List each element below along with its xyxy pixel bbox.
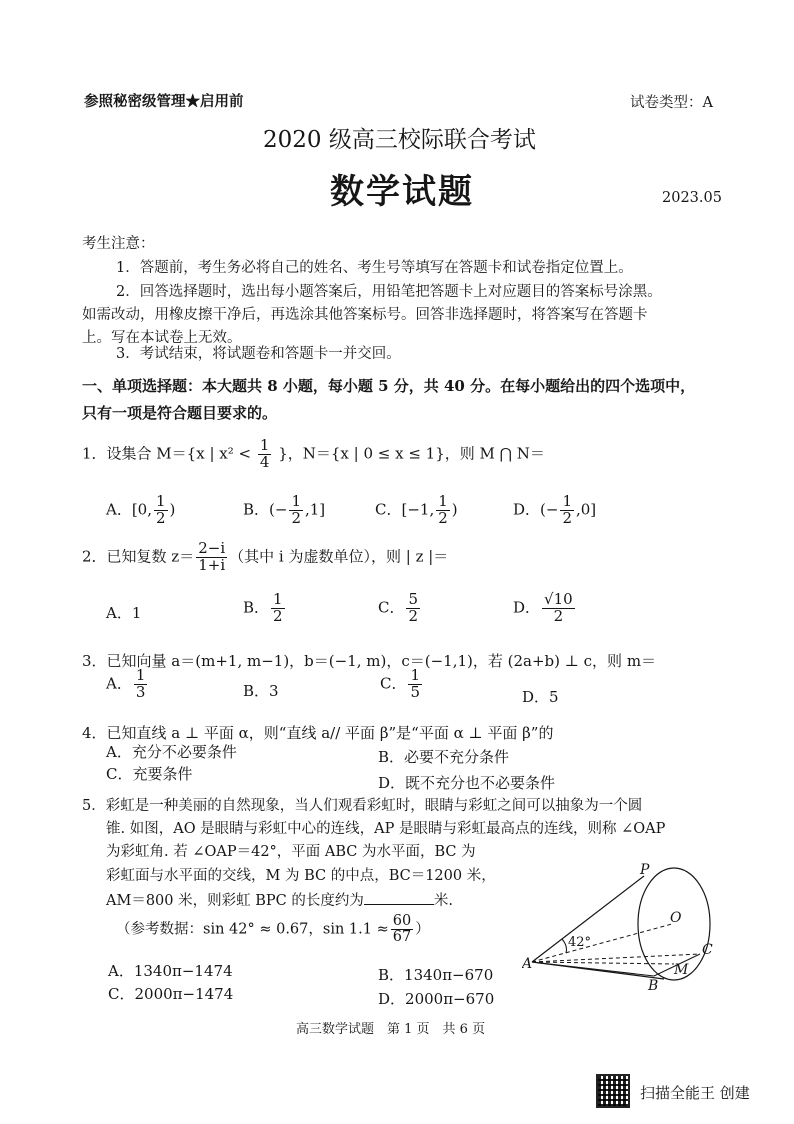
q4-option-d: D．既不充分也不必要条件: [378, 774, 556, 792]
q2-b-den: 2: [273, 606, 283, 625]
qr-code-icon: [596, 1074, 630, 1108]
question-5-line-5: [106, 889, 453, 910]
q4-option-b: B．必要不充分条件: [378, 748, 510, 766]
question-5-line-3: 为彩虹角. 若 ∠OAP＝42°，平面 ABC 为水平面，BC 为: [106, 844, 476, 860]
label-m: M: [674, 962, 689, 978]
question-1-stem: [82, 438, 545, 471]
q1-a-num: 1: [156, 492, 166, 510]
q2-option-a: A．1: [106, 604, 142, 622]
question-2-stem: [82, 541, 448, 574]
q1-stem-post: }，N＝{x | 0 ≤ x ≤ 1}，则 M ⋂ N＝: [278, 444, 545, 463]
segment-ab: [532, 962, 654, 976]
q5-ref-pre: （参考数据：sin 42° ≈ 0.67，sin 1.1 ≈: [116, 921, 389, 938]
q2-d-den: 2: [553, 606, 564, 625]
q5-reference-data: [116, 914, 430, 945]
q5-ref-frac: [391, 914, 413, 945]
notice-heading: 考生注意：: [82, 236, 155, 252]
q5-answer-blank: [364, 892, 434, 905]
q3-a-den: 3: [135, 682, 146, 701]
q4-option-a: A．充分不必要条件: [106, 743, 237, 761]
question-5-line-1: 5．彩虹是一种美丽的自然现象，当人们观看彩虹时，眼睛与彩虹之间可以抽象为一个圆: [82, 798, 643, 814]
q3-c-num: 1: [410, 666, 421, 684]
q2-option-b: [243, 592, 287, 625]
segment-ac: [532, 954, 700, 962]
q2-b-num: 1: [273, 590, 283, 608]
q2-c-frac: [406, 592, 420, 625]
q2-stem-post: （其中 i 为虚数单位），则 | z |＝: [229, 547, 449, 566]
section-heading-line-2: 只有一项是符合题目要求的。: [82, 404, 278, 422]
q1-a-den: 2: [156, 508, 166, 527]
q1-d-num: 1: [562, 492, 572, 510]
q2-stem-pre: 2．已知复数 z＝: [82, 547, 195, 566]
q1-option-c: [375, 494, 458, 527]
q1-stem-pre: 1．设集合 M＝{x | x² <: [82, 444, 252, 463]
label-angle: 42°: [568, 935, 592, 950]
q5-option-d: D．2000π−670: [378, 990, 495, 1008]
q3-option-b: B．3: [243, 682, 279, 700]
q1-a-frac: [154, 494, 168, 527]
q1-option-a: [106, 494, 175, 527]
q3-option-d: D．5: [522, 688, 559, 706]
q2-d-pre: D．: [513, 598, 541, 617]
q3-c-pre: C．: [380, 674, 407, 693]
q5-option-c: C．2000π−1474: [108, 985, 234, 1003]
q1-c-frac: [436, 494, 450, 527]
label-c: C: [702, 942, 713, 958]
question-3-stem: 3．已知向量 a＝(m+1, m−1)，b＝(−1, m)，c＝(−1,1)，若 (2a+b) ⊥ c，则 m＝: [82, 652, 657, 670]
question-5-line-4: 彩虹面与水平面的交线，M 为 BC 的中点，BC＝1200 米，: [106, 868, 496, 884]
q1-b-num: 1: [291, 492, 301, 510]
q1-option-b: [243, 494, 325, 527]
q1-fraction: [258, 438, 272, 471]
q5-ref-num: 60: [392, 913, 412, 929]
q2-b-pre: B．: [243, 598, 270, 617]
q1-d-den: 2: [562, 508, 572, 527]
question-5-line-2: 锥. 如图，AO 是眼睛与彩虹中心的连线，AP 是眼睛与彩虹最高点的连线，则称 ∠OAP: [106, 821, 666, 837]
rainbow-cone-diagram: [522, 862, 722, 994]
q1-b-frac: [289, 494, 303, 527]
paper-type: 试卷类型：A: [630, 95, 713, 111]
scanner-watermark: 扫描全能王 创建: [640, 1084, 750, 1102]
q2-option-c: [378, 592, 422, 625]
notice-item-2-line-2: 如需改动，用橡皮擦干净后，再选涂其他答案标号。回答非选择题时，将答案写在答题卡: [82, 307, 648, 323]
q1-b-den: 2: [291, 508, 301, 527]
q5-option-a: A．1340π−1474: [108, 962, 233, 980]
q3-option-a: [106, 668, 149, 701]
section-heading-line-1: 一、单项选择题：本大题共 8 小题，每小题 5 分，共 40 分。在每小题给出的四个选项中，: [82, 377, 696, 395]
q1-frac-den: 4: [259, 452, 270, 471]
q2-c-den: 2: [408, 606, 419, 625]
q5-option-b: B．1340π−670: [378, 966, 494, 984]
q3-a-pre: A．: [106, 674, 132, 693]
q1-d-post: ,0]: [576, 500, 597, 519]
q2-d-num: √10: [544, 590, 573, 608]
q5-line5-pre: AM＝800 米，则彩虹 BPC 的长度约为: [106, 893, 364, 909]
subject-title: 数学试题: [330, 172, 474, 212]
q5-line5-post: 米.: [433, 893, 453, 909]
confidential-label: 参照秘密级管理★启用前: [84, 93, 244, 110]
label-a: A: [522, 956, 533, 972]
q3-c-frac: [408, 668, 422, 701]
q2-c-pre: C．: [378, 598, 405, 617]
q2-option-d: [513, 592, 577, 625]
notice-item-2-line-1: 2．回答选择题时，选出每小题答案后，用铅笔把答题卡上对应题目的答案标号涂黑。: [116, 284, 662, 300]
q3-a-frac: [134, 668, 148, 701]
q3-c-den: 5: [410, 682, 421, 701]
page-footer: 高三数学试题 第 1 页 共 6 页: [296, 1022, 486, 1037]
q1-c-den: 2: [438, 508, 448, 527]
q4-option-c: C．充要条件: [106, 765, 193, 783]
q3-a-num: 1: [135, 666, 146, 684]
q1-b-post: ,1]: [305, 500, 326, 519]
label-o: O: [670, 910, 682, 926]
q5-ref-den: 67: [392, 929, 412, 946]
q2-frac-num: 2−i: [198, 539, 226, 557]
q1-a-post: ): [169, 500, 176, 519]
q1-d-frac: [560, 494, 574, 527]
q1-c-post: ): [451, 500, 458, 519]
q1-c-pre: C．[−1,: [375, 500, 435, 519]
q2-fraction: [196, 541, 227, 574]
q1-option-d: [513, 494, 596, 527]
label-p: P: [640, 862, 650, 878]
exam-title: 2020 级高三校际联合考试: [263, 127, 536, 153]
segment-am: [532, 962, 674, 964]
q2-d-frac: [542, 592, 575, 625]
q1-c-num: 1: [438, 492, 448, 510]
question-4-stem: 4．已知直线 a ⊥ 平面 α，则“直线 a// 平面 β”是“平面 α ⊥ 平面 β”的: [82, 724, 554, 742]
q2-frac-den: 1+i: [198, 555, 226, 574]
q2-b-frac: [271, 592, 285, 625]
notice-item-2-line-3: 上。写在本试卷上无效。: [82, 330, 242, 346]
angle-arc: [562, 939, 567, 953]
q1-frac-num: 1: [259, 436, 270, 454]
notice-item-1: 1．答题前，考生务必将自己的姓名、考生号等填写在答题卡和试卷指定位置上。: [116, 260, 633, 276]
label-b: B: [648, 978, 659, 994]
q3-option-c: [380, 668, 424, 701]
q2-c-num: 5: [408, 590, 419, 608]
notice-item-3: 3．考试结束，将试题卷和答题卡一并交回。: [116, 346, 401, 362]
q1-b-pre: B．(−: [243, 500, 288, 519]
q1-d-pre: D．(−: [513, 500, 559, 519]
exam-date: 2023.05: [662, 190, 722, 206]
q1-a-pre: A．[0,: [106, 500, 152, 519]
q5-ref-post: ）: [415, 921, 430, 938]
